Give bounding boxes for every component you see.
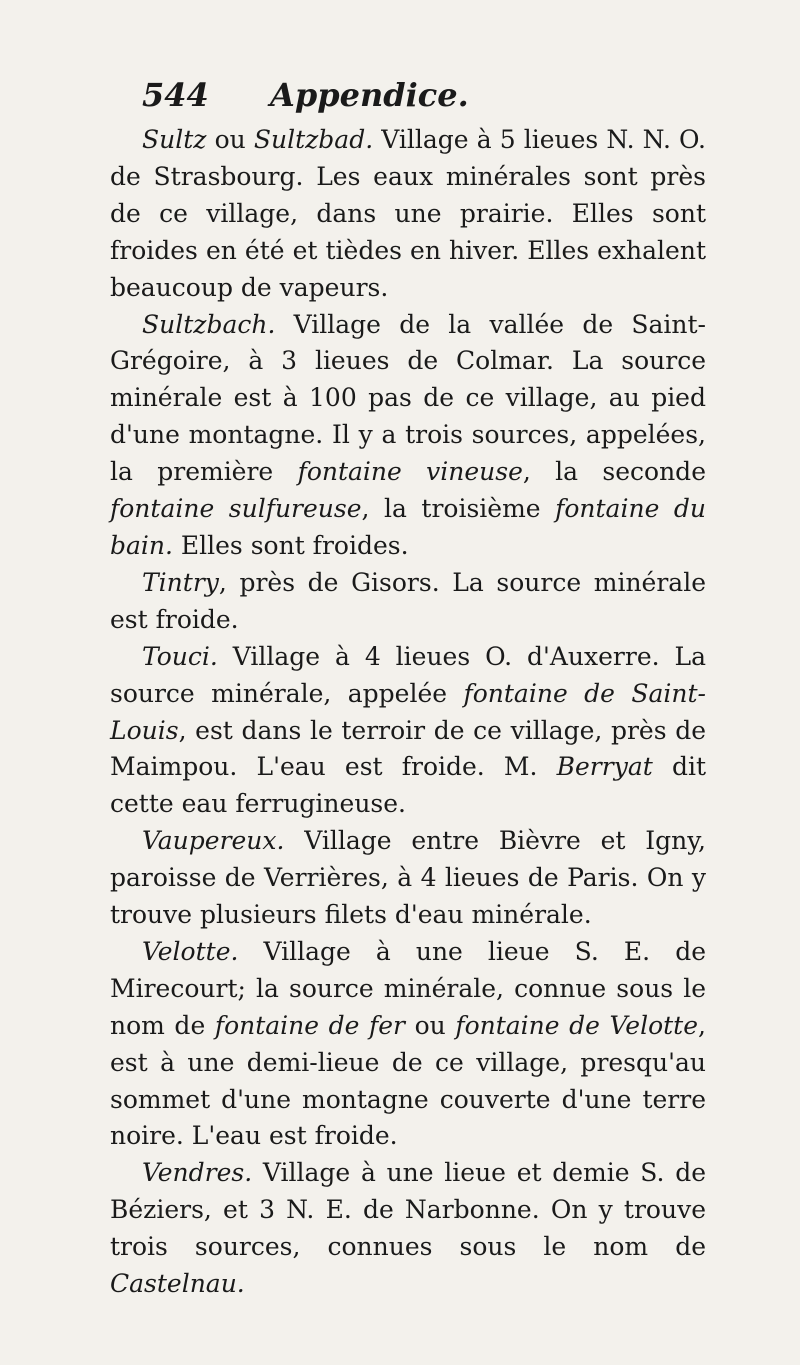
entry-text: ou: [405, 1010, 456, 1040]
italic-text: fontaine de Velotte: [455, 1010, 699, 1040]
entry-text: Village à une lieue S. E. de Mirecourt; la source minérale, connue sous le nom de: [110, 936, 706, 1040]
entry-text: , est à une demi-lieue de ce village, presqu'au sommet d'une montagne couverte d'une terre noire. L'eau est froide.: [110, 1010, 706, 1151]
italic-text: fontaine du bain.: [110, 494, 706, 560]
italic-text: fontaine de fer: [214, 1010, 406, 1040]
dictionary-entry: [110, 823, 706, 934]
italic-text: Berryat: [556, 752, 653, 782]
italic-text: Vaupereux.: [142, 826, 285, 856]
dictionary-entry: [110, 934, 706, 1155]
italic-text: Velotte.: [142, 936, 239, 966]
italic-text: fontaine vineuse: [297, 457, 523, 487]
italic-text: fontaine de Saint-Louis: [110, 678, 706, 745]
dictionary-entry: [110, 565, 706, 639]
entry-text: Village à 5 lieues N. N. O. de Strasbourg. Les eaux minérales sont près de ce village, dans une prairie. Elles sont froides en été et tièdes en hiver. Elles exhalent beaucoup de vapeurs.: [110, 125, 707, 302]
entry-text: , la troisième: [361, 494, 556, 524]
entry-text: , près de Gisors. La source minérale est froide.: [110, 567, 706, 634]
entry-text: Village à une lieue et demie S. de Béziers, et 3 N. E. de Narbonne. On y trouve trois sources, connues sous le nom de: [110, 1158, 706, 1262]
dictionary-entry: [110, 1155, 706, 1303]
italic-text: Castelnau.: [110, 1269, 245, 1299]
entry-text: Elles sont froides.: [172, 530, 409, 560]
dictionary-entry: [110, 307, 706, 565]
italic-text: Touci.: [142, 641, 218, 671]
page-number: 544: [142, 76, 209, 114]
italic-text: Sultz: [142, 125, 207, 154]
italic-text: Sultzbach.: [142, 309, 276, 339]
italic-text: fontaine sulfureuse: [110, 494, 362, 524]
entry-text: ou: [206, 125, 254, 154]
dictionary-entry: [110, 122, 706, 307]
italic-text: Sultzbad.: [253, 125, 374, 154]
page-header: [142, 76, 662, 116]
entry-text: , la seconde: [522, 457, 706, 487]
running-head: Appendice.: [270, 76, 469, 114]
italic-text: Vendres.: [142, 1158, 253, 1188]
entry-text: Village entre Bièvre et Igny, paroisse de Verrières, à 4 lieues de Paris. On y trouve plusieurs filets d'eau minérale.: [110, 826, 706, 930]
entry-text: Village de la vallée de Saint-Grégoire, à 3 lieues de Colmar. La source minérale est à 100 pas de ce village, au pied d'une montagne. Il y a trois sources, appelées, la première: [110, 309, 706, 487]
entry-text: , est dans le terroir de ce village, près de Maimpou. L'eau est froide. M.: [110, 715, 706, 782]
entry-text: Village à 4 lieues O. d'Auxerre. La source minérale, appelée: [110, 641, 706, 708]
dictionary-entry: [110, 639, 706, 824]
italic-text: Tintry: [142, 567, 219, 597]
page-body: [110, 122, 706, 1303]
entry-text: dit cette eau ferrugineuse.: [110, 752, 706, 819]
